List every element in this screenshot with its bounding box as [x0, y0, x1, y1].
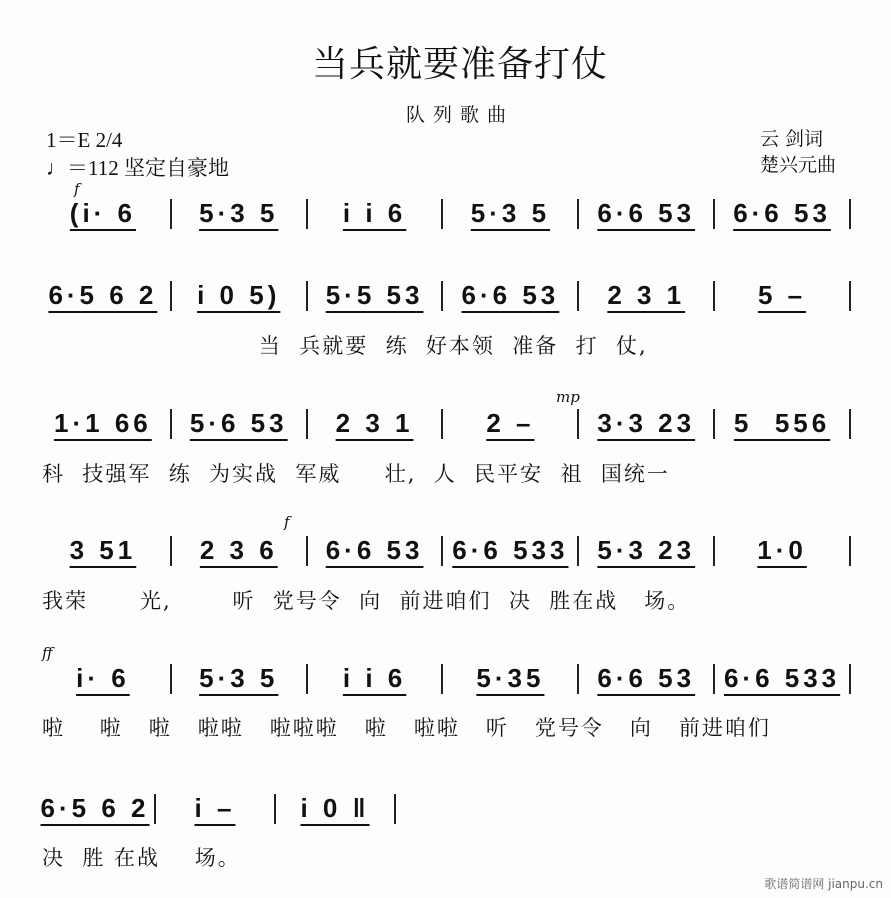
bar-line [713, 664, 715, 694]
measure: 2 3 1 [335, 408, 414, 438]
measure: 2 3 1 [607, 280, 686, 310]
notation-line [40, 663, 855, 694]
tempo-marking: ♩＝112 坚定自豪地 [46, 156, 229, 180]
bar-line [170, 281, 172, 311]
notation-line [40, 198, 855, 229]
notation-line [40, 535, 855, 566]
measure: 5 556 [733, 408, 831, 438]
bar-line [849, 664, 851, 694]
bar-line [441, 664, 443, 694]
bar-line [713, 409, 715, 439]
measure: 5·3 5 [199, 198, 279, 228]
bar-line [170, 199, 172, 229]
measure: i 0 ‖ [300, 793, 370, 823]
notation-line [40, 280, 855, 311]
bar-line [849, 536, 851, 566]
measure: 5·3 23 [597, 535, 696, 565]
measure: 1·0 [757, 535, 807, 565]
song-title: 当兵就要准备打仗 [311, 44, 608, 85]
bar-line [306, 664, 308, 694]
bar-line [170, 664, 172, 694]
song-subtitle: 队列歌曲 [405, 104, 514, 126]
bar-line [713, 536, 715, 566]
measure: 2 – [486, 408, 535, 438]
bar-line [577, 281, 579, 311]
measure: 6·6 53 [461, 280, 560, 310]
measure: i – [194, 793, 236, 823]
bar-line [441, 409, 443, 439]
measure: 6·6 53 [597, 198, 696, 228]
measure: i i 6 [342, 663, 407, 693]
measure: i· 6 [76, 663, 130, 693]
bar-line [394, 794, 396, 824]
measure: 2 3 6 [199, 535, 278, 565]
bar-line [306, 536, 308, 566]
measure: 5·3 5 [470, 198, 551, 228]
bar-line [849, 409, 851, 439]
bar-line [441, 281, 443, 311]
measure: 6·6 53 [325, 535, 424, 565]
bar-line [849, 199, 851, 229]
measure: 6·5 6 2 [40, 793, 150, 823]
measure: i 0 5) [197, 280, 281, 310]
lyrics-line: 当 兵就要 练 好本领 准备 打 仗, [42, 334, 648, 358]
measure: 5·5 53 [325, 280, 424, 310]
bar-line [441, 199, 443, 229]
measure: i i 6 [342, 198, 407, 228]
bar-line [441, 536, 443, 566]
composer-credit: 楚兴元曲 [760, 154, 837, 176]
measure: 5·35 [476, 663, 545, 693]
measure: (i· 6 [69, 198, 137, 228]
bar-line [577, 409, 579, 439]
bar-line [306, 199, 308, 229]
bar-line [577, 536, 579, 566]
bar-line [577, 199, 579, 229]
measure: 6·6 53 [733, 198, 831, 228]
measure: 5·3 5 [199, 663, 279, 693]
dynamic-mark: f [74, 180, 80, 198]
lyrics-line: 我荣 光, 听 党号令 向 前进咱们 决 胜在战 场。 [42, 589, 691, 613]
measure: 5 – [757, 280, 807, 310]
notation-line [40, 793, 400, 824]
measure: 5·6 53 [189, 408, 288, 438]
measure: 6·6 533 [723, 663, 841, 693]
lyrics-line: 科 技强军 练 为实战 军威 壮, 人 民平安 祖 国统一 [42, 462, 670, 486]
bar-line [713, 199, 715, 229]
bar-line [274, 794, 276, 824]
dynamic-mark: ff [42, 644, 53, 662]
bar-line [577, 664, 579, 694]
bar-line [170, 536, 172, 566]
key-signature: 1＝E 2/4 [46, 128, 123, 152]
bar-line [170, 409, 172, 439]
measure: 3·3 23 [597, 408, 696, 438]
measure: 1·1 66 [54, 408, 152, 438]
measure: 6·6 533 [452, 535, 569, 565]
bar-line [306, 281, 308, 311]
lyrics-line: 啦 啦 啦 啦啦 啦啦啦 啦 啦啦 听 党号令 向 前进咱们 [42, 716, 771, 740]
measure: 6·6 53 [597, 663, 696, 693]
watermark: 歌谱简谱网 jianpu.cn [764, 877, 883, 891]
lyricist-credit: 云 剑词 [760, 128, 824, 150]
bar-line [713, 281, 715, 311]
bar-line [306, 409, 308, 439]
bar-line [849, 281, 851, 311]
dynamic-mark: f [284, 513, 290, 531]
notation-line [40, 408, 855, 439]
bar-line [154, 794, 156, 824]
lyrics-line: 决 胜 在战 场。 [42, 846, 241, 870]
measure: 6·5 6 2 [48, 280, 158, 310]
dynamic-mark: mp [556, 388, 580, 406]
measure: 3 51 [69, 535, 137, 565]
